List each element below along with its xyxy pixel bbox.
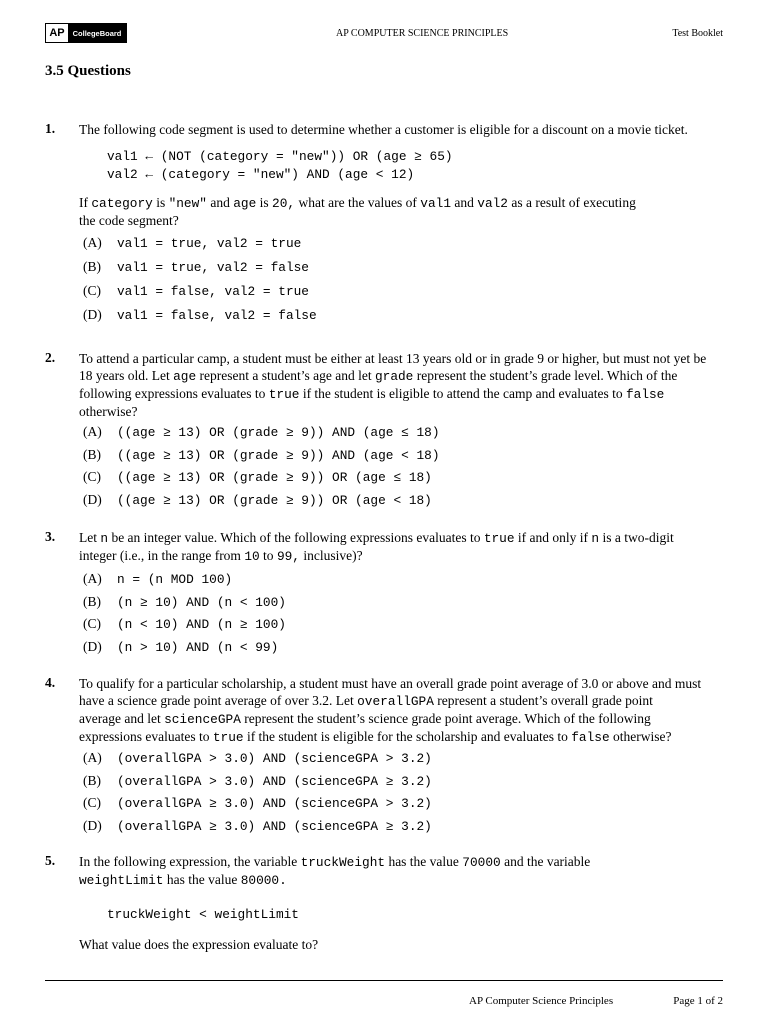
logo-ap: AP xyxy=(46,24,68,42)
code-line: val2 ← (category = "new") AND (age < 12) xyxy=(107,167,415,182)
question-number: 1. xyxy=(45,121,56,136)
question-1 xyxy=(45,121,725,331)
header-title: AP COMPUTER SCIENCE PRINCIPLES xyxy=(336,28,509,39)
question-text: If category is "new" and age is 20, what are the values of val1 and val2 as a result of executing the code segment? xyxy=(79,195,636,228)
answer-choice[interactable]: (B) ((age ≥ 13) OR (grade ≥ 9)) AND (age < 18) xyxy=(83,446,440,463)
question-text: To qualify for a particular scholarship, a student must have an overall grade point average of 3.0 or above and must have a science grade point average of over 3.2. Let overallGPA represent a student’s overall grade point average and let scienceGPA represent the student’s science grade point average. Which of the following expressions evaluates to true if the student is eligible for the scholarship and evaluates to false otherwise? xyxy=(79,676,702,745)
answer-choice[interactable]: (C) ((age ≥ 13) OR (grade ≥ 9)) OR (age ≤ 18) xyxy=(83,469,432,485)
answer-choices xyxy=(83,424,725,514)
question-text: In the following expression, the variable truckWeight has the value 70000 and the variable weightLimit has the value 80000. xyxy=(79,854,591,888)
answer-choice[interactable]: (D) ((age ≥ 13) OR (grade ≥ 9)) OR (age < 18) xyxy=(83,491,432,508)
answer-choice[interactable]: (B) (overallGPA > 3.0) AND (scienceGPA ≥ 3.2) xyxy=(83,772,432,789)
answer-choices xyxy=(83,750,725,840)
footer-course-name: AP Computer Science Principles xyxy=(469,995,614,1007)
answer-choice[interactable]: (B) (n ≥ 10) AND (n < 100) xyxy=(83,593,286,610)
answer-choice[interactable]: (D) val1 = false, val2 = false xyxy=(83,307,317,323)
question-text: To attend a particular camp, a student must be either at least 13 years old or in grade 9 or higher, but must not yet be 18 years old. Let age represent a student’s age and let grade represent the student’s grade level. Which of the following expressions evaluates to true if the student is eligible to attend the camp and evaluates to false otherwise? xyxy=(79,351,707,419)
answer-choice[interactable]: (A) val1 = true, val2 = true xyxy=(83,235,302,251)
answer-choice[interactable]: (C) (overallGPA ≥ 3.0) AND (scienceGPA > 3.2) xyxy=(83,795,432,811)
answer-choice[interactable]: (C) (n < 10) AND (n ≥ 100) xyxy=(83,616,286,632)
question-prompt: What value does the expression evaluate to? xyxy=(79,937,319,952)
question-2 xyxy=(45,350,725,514)
header-booklet-label: Test Booklet xyxy=(672,28,723,39)
question-prompt: The following code segment is used to determine whether a customer is eligible for a discount on a movie ticket. xyxy=(79,122,688,137)
ap-collegeboard-logo xyxy=(45,23,127,43)
answer-choice[interactable]: (A) n = (n MOD 100) xyxy=(83,571,233,587)
question-3 xyxy=(45,529,725,661)
answer-choice[interactable]: (D) (overallGPA ≥ 3.0) AND (scienceGPA ≥ 3.2) xyxy=(83,817,432,834)
answer-choice[interactable]: (A) ((age ≥ 13) OR (grade ≥ 9)) AND (age ≤ 18) xyxy=(83,424,440,440)
logo-collegeboard: CollegeBoard xyxy=(68,24,126,42)
answer-choices xyxy=(83,235,725,331)
question-5 xyxy=(45,853,725,953)
code-line: val1 ← (NOT (category = "new")) OR (age ≥ 65) xyxy=(107,149,453,164)
answer-choices xyxy=(83,571,725,661)
question-number: 4. xyxy=(45,675,56,690)
answer-choice[interactable]: (A) (overallGPA > 3.0) AND (scienceGPA > 3.2) xyxy=(83,750,432,766)
answer-choice[interactable]: (C) val1 = false, val2 = true xyxy=(83,283,309,299)
question-4 xyxy=(45,675,725,840)
question-text: Let n be an integer value. Which of the following expressions evaluates to true if and only if n is a two-digit integer (i.e., in the range from 10 to 99, inclusive)? xyxy=(79,530,674,564)
code-line: truckWeight < weightLimit xyxy=(107,907,299,922)
answer-choice[interactable]: (D) (n > 10) AND (n < 99) xyxy=(83,638,279,655)
answer-choice[interactable]: (B) val1 = true, val2 = false xyxy=(83,259,309,275)
section-title: 3.5 Questions xyxy=(45,63,131,79)
question-number: 3. xyxy=(45,529,56,544)
question-number: 2. xyxy=(45,350,56,365)
footer-page-number: Page 1 of 2 xyxy=(673,995,723,1007)
question-number: 5. xyxy=(45,853,56,868)
footer-rule xyxy=(45,980,723,981)
